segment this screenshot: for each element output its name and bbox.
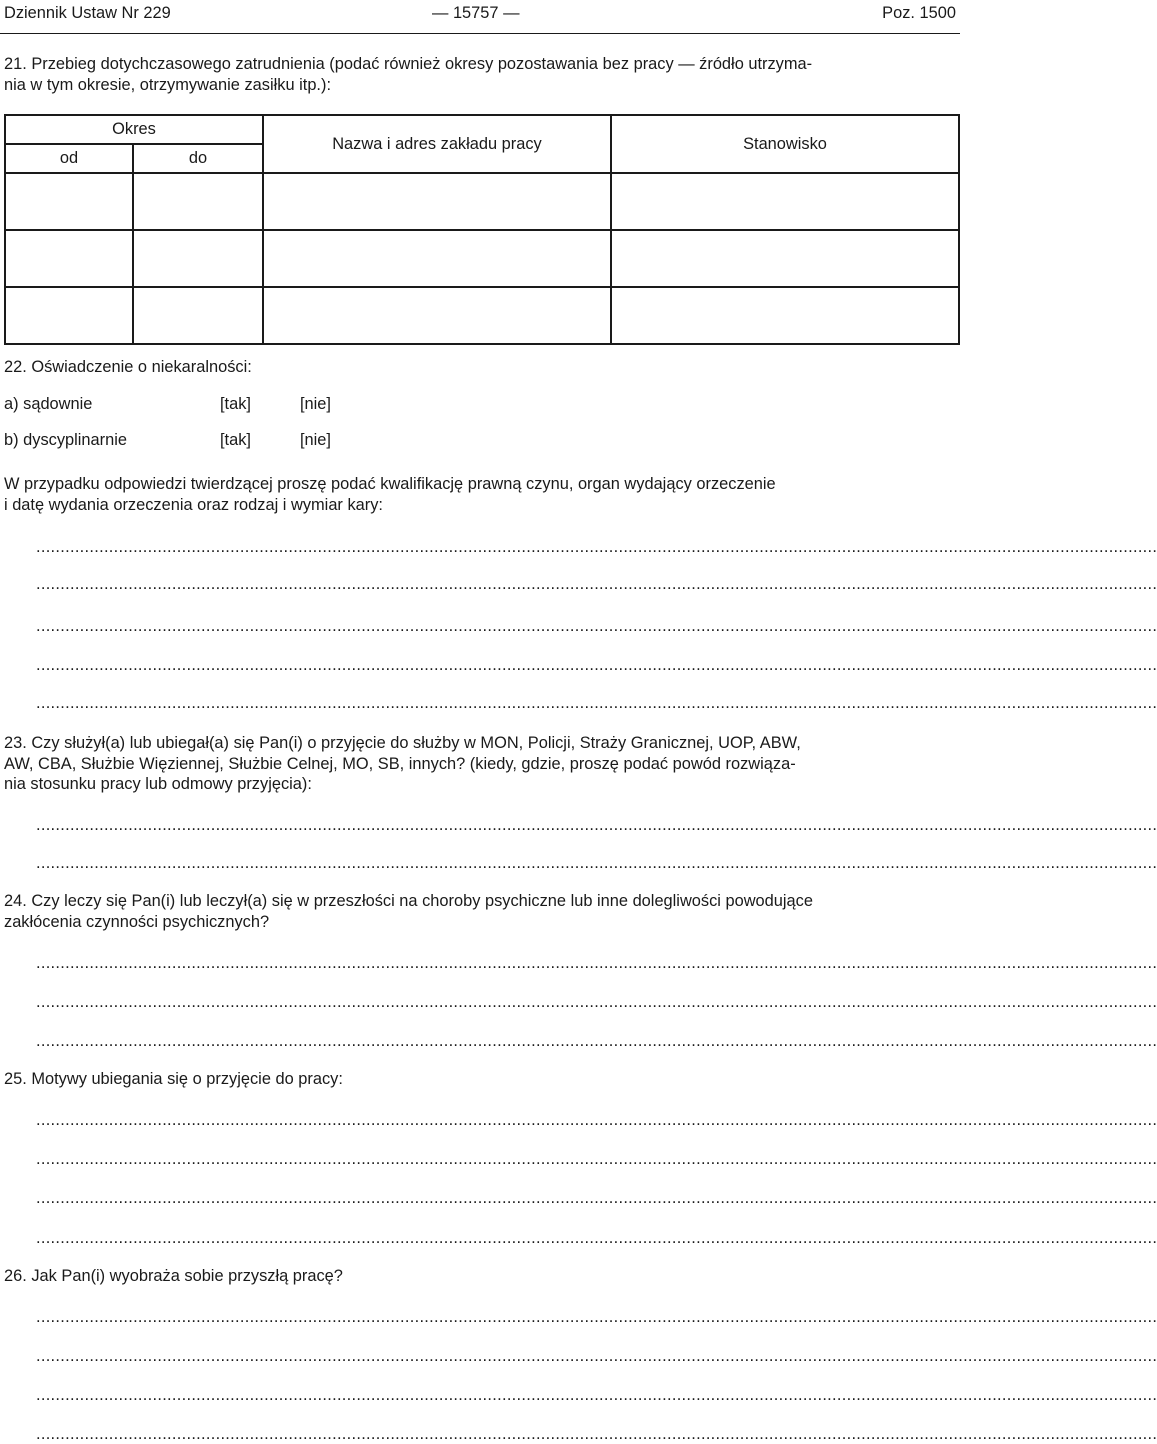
question-24 <box>4 891 958 932</box>
row-1-employer-cell[interactable] <box>263 173 611 230</box>
answer-line[interactable]: ....................................................................................................................................................................................................................................... <box>36 1347 1157 1365</box>
answer-line[interactable]: ....................................................................................................................................................................................................................................... <box>36 694 1157 712</box>
question-22-title: 22. Oświadczenie o niekaralności: <box>4 358 252 376</box>
answer-line[interactable]: ....................................................................................................................................................................................................................................... <box>36 1032 1157 1050</box>
row-2-to-cell[interactable] <box>133 230 263 287</box>
row-2-from-cell[interactable] <box>5 230 133 287</box>
answer-line[interactable]: ....................................................................................................................................................................................................................................... <box>36 1386 1157 1404</box>
employer-label: Nazwa i adres zakładu pracy <box>332 134 542 153</box>
question-24-line-2: zakłócenia czynności psychicznych? <box>4 912 270 931</box>
answer-line[interactable]: ....................................................................................................................................................................................................................................... <box>36 816 1157 834</box>
question-21-line-2: nia w tym okresie, otrzymywanie zasiłku itp.): <box>4 75 331 94</box>
header-rule <box>0 33 960 34</box>
judicial-label: a) sądownie <box>4 395 93 413</box>
period-label: Okres <box>112 120 156 138</box>
row-3-position-cell[interactable] <box>611 287 959 344</box>
question-22-instruction <box>4 474 958 515</box>
question-24-line-1: 24. Czy leczy się Pan(i) lub leczył(a) się w przeszłości na choroby psychiczne lub inne dolegliwości powodujące <box>4 892 813 910</box>
question-23-line-1: 23. Czy służył(a) lub ubiegał(a) się Pan(i) o przyjęcie do służby w MON, Policji, Straży Granicznej, UOP, ABW, <box>4 734 801 752</box>
row-3-employer-cell[interactable] <box>263 287 611 344</box>
answer-line[interactable]: ....................................................................................................................................................................................................................................... <box>36 854 1157 872</box>
row-1-from-cell[interactable] <box>5 173 133 230</box>
question-23-line-2: AW, CBA, Służbie Więziennej, Służbie Celnej, MO, SB, innych? (kiedy, gdzie, proszę podać powód rozwiąza- <box>4 754 796 773</box>
position-header <box>611 115 959 173</box>
row-2-position-cell[interactable] <box>611 230 959 287</box>
question-22-instruction-line-2: i datę wydania orzeczenia oraz rodzaj i wymiar kary: <box>4 495 383 514</box>
answer-line[interactable]: ....................................................................................................................................................................................................................................... <box>36 1189 1157 1207</box>
question-26-title: 26. Jak Pan(i) wyobraża sobie przyszłą pracę? <box>4 1267 343 1285</box>
journal-title: Dziennik Ustaw Nr 229 <box>4 4 171 22</box>
answer-line[interactable]: ....................................................................................................................................................................................................................................... <box>36 538 1157 556</box>
question-22-instruction-line-1: W przypadku odpowiedzi twierdzącej proszę podać kwalifikację prawną czynu, organ wydający orzeczenie <box>4 475 776 493</box>
answer-line[interactable]: ....................................................................................................................................................................................................................................... <box>36 954 1157 972</box>
answer-line[interactable]: ....................................................................................................................................................................................................................................... <box>36 1425 1157 1443</box>
answer-line[interactable]: ....................................................................................................................................................................................................................................... <box>36 1229 1157 1247</box>
question-23 <box>4 733 958 795</box>
page-number: — 15757 — <box>432 4 520 22</box>
to-header <box>133 144 263 173</box>
answer-line[interactable]: ....................................................................................................................................................................................................................................... <box>36 1111 1157 1129</box>
row-3-to-cell[interactable] <box>133 287 263 344</box>
row-1-position-cell[interactable] <box>611 173 959 230</box>
answer-line[interactable]: ....................................................................................................................................................................................................................................... <box>36 617 1157 635</box>
judicial-yes-option[interactable]: [tak] <box>220 395 251 413</box>
question-25-title: 25. Motywy ubiegania się o przyjęcie do pracy: <box>4 1070 343 1088</box>
disciplinary-yes-option[interactable]: [tak] <box>220 431 251 449</box>
position-label: Stanowisko <box>743 134 827 153</box>
to-label: do <box>188 149 208 167</box>
answer-line[interactable]: ....................................................................................................................................................................................................................................... <box>36 656 1157 674</box>
answer-line[interactable]: ....................................................................................................................................................................................................................................... <box>36 1150 1157 1168</box>
row-2-employer-cell[interactable] <box>263 230 611 287</box>
disciplinary-no-option[interactable]: [nie] <box>300 431 331 449</box>
question-21-line-1: 21. Przebieg dotychczasowego zatrudnienia (podać również okresy pozostawania bez pracy — źródło utrzyma- <box>4 55 813 73</box>
answer-line[interactable]: ....................................................................................................................................................................................................................................... <box>36 575 1157 593</box>
answer-line[interactable]: ....................................................................................................................................................................................................................................... <box>36 1308 1157 1326</box>
employer-header <box>263 115 611 173</box>
judicial-no-option[interactable]: [nie] <box>300 395 331 413</box>
row-3-from-cell[interactable] <box>5 287 133 344</box>
question-23-line-3: nia stosunku pracy lub odmowy przyjęcia): <box>4 775 312 793</box>
position-number: Poz. 1500 <box>882 4 956 22</box>
question-21 <box>4 54 958 95</box>
employment-history-table <box>4 114 960 345</box>
from-header <box>5 144 133 173</box>
row-1-to-cell[interactable] <box>133 173 263 230</box>
period-header <box>5 115 263 144</box>
from-label: od <box>59 149 79 167</box>
disciplinary-label: b) dyscyplinarnie <box>4 431 127 449</box>
answer-line[interactable]: ....................................................................................................................................................................................................................................... <box>36 993 1157 1011</box>
